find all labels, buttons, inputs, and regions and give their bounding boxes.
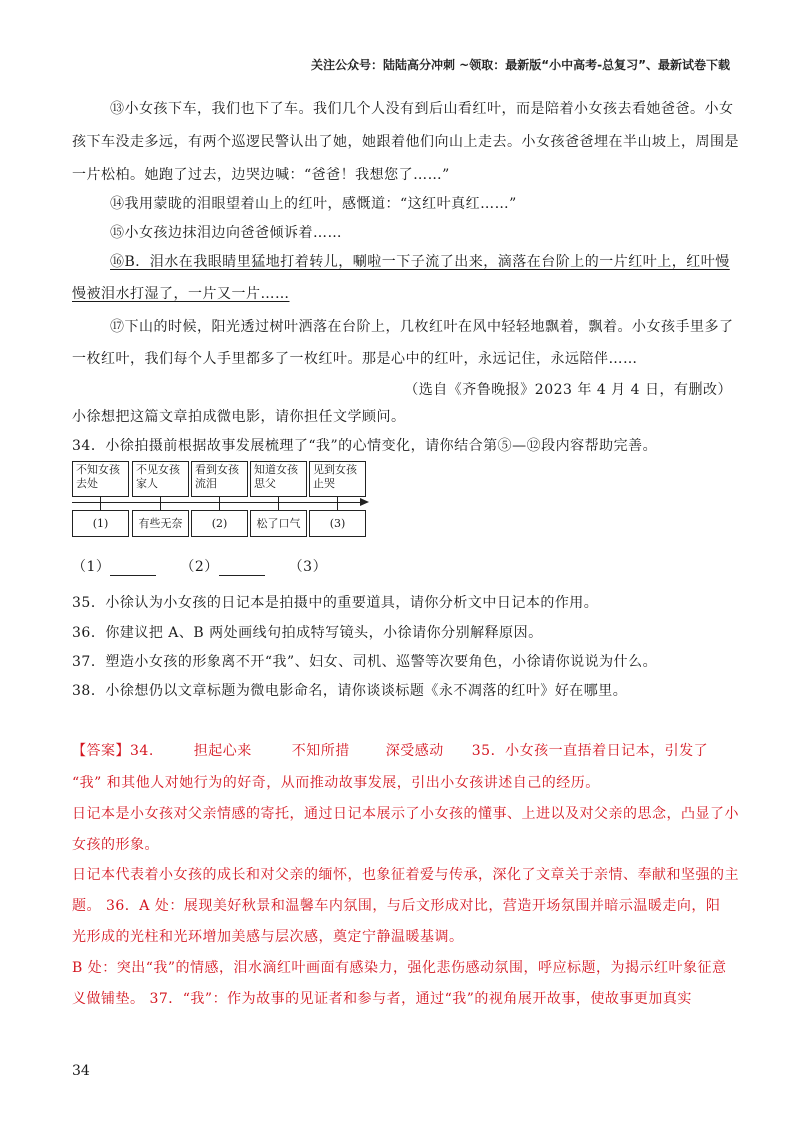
paragraph-13-line-1: ⑬小女孩下车，我们也下了车。我们几个人没有到后山看红叶，而是陪着小女孩去看她爸爸。小女 [110,101,734,117]
timeline-tick [219,497,220,510]
question-38: 38．小徐想仍以文章标题为微电影命名，请你谈谈标题《永不凋落的红叶》好在哪里。 [72,683,628,699]
paragraph-16-line-2 [72,283,732,303]
answer-35-start: 35．小女孩一直捂着日记本，引发了 [471,743,709,759]
answer-line-1 [72,740,732,760]
diagram-bottom-box-1: (1) [72,510,129,537]
timeline-tick [278,497,279,510]
diagram-bottom-box-3: (2) [191,510,248,537]
diagram-top-box-5: 见到女孩止哭 [309,461,366,497]
arrowhead-icon [360,498,369,506]
answer-label: 【答案】34. [72,743,154,759]
answer-line-6: 题。 36．A 处：展现美好秋景和温馨车内氛围，与后文形成对比，营造开场氛围并暗示温暖走向，阳 [72,898,721,914]
paragraph-14: ⑭我用蒙眬的泪眼望着山上的红叶，感慨道：“这红叶真红……” [110,196,517,212]
answer-line-7: 光形成的光柱和光环增加美感与层次感，奠定宁静温暖基调。 [72,929,464,945]
blank-label-3: （3） [288,559,328,575]
blank-label-1: （1） [72,559,111,575]
diagram-bottom-box-5: (3) [309,510,366,537]
blank-field-2[interactable] [219,560,265,576]
answer-line-5: 日记本代表着小女孩的成长和对父亲的缅怀，也象征着爱与传承，深化了文章关于亲情、奉献和坚强的主 [72,867,739,883]
page-header: 关注公众号：陆陆高分冲刺 ~领取：最新版“小中高考-总复习”、最新试卷下载 [311,58,730,72]
mood-change-diagram [72,461,372,541]
paragraph-13-line-2: 孩下车没走多远，有两个巡逻民警认出了她，她跟着他们向山上走去。小女孩爸爸埋在半山坡上，周围是 [72,134,739,150]
answer-line-2: “我” 和其他人对她行为的好奇，从而推动故事发展，引出小女孩讲述自己的经历。 [72,775,600,791]
diagram-top-box-4: 知道女孩思父 [250,461,307,497]
diagram-bottom-box-4: 松了口气 [250,510,307,537]
paragraph-17-line-1: ⑰下山的时候，阳光透过树叶洒落在台阶上，几枚红叶在风中轻轻地飘着，飘着。小女孩手里多了 [110,319,734,335]
answer-34-blank-1: 担起心来 [193,743,252,759]
answer-line-9: 义做铺垫。 37．“我”：作为故事的见证者和参与者，通过“我”的视角展开故事，使故事更加真实 [72,991,692,1007]
timeline-tick [160,497,161,510]
diagram-top-box-2: 不见女孩家人 [132,461,189,497]
question-34: 34．小徐拍摄前根据故事发展梳理了“我”的心情变化，请你结合第⑤—⑫段内容帮助完善。 [72,438,658,454]
underlined-sentence-b: 慢被泪水打湿了，一片又一片…… [72,286,290,302]
answer-line-3: 日记本是小女孩对父亲情感的寄托，通过日记本展示了小女孩的懂事、上进以及对父亲的思念，凸显了小 [72,806,739,822]
source-citation: （选自《齐鲁晚报》2023 年 4 月 4 日，有删改） [404,382,732,398]
diagram-top-box-3: 看到女孩流泪 [191,461,248,497]
paragraph-13-line-3: 一片松柏。她跑了过去，边哭边喊：“爸爸！我想您了……” [72,167,450,183]
paragraph-17-line-2: 一枚红叶，我们每个人手里都多了一枚红叶。那是心中的红叶，永远记住，永远陪伴…… [72,351,638,367]
timeline-tick [100,497,101,510]
question-36: 36．你建议把 A、B 两处画线句拍成特写镜头，小徐请你分别解释原因。 [72,625,543,641]
answer-34-blank-3: 深受感动 [385,743,444,759]
answer-line-4: 女孩的形象。 [72,837,159,853]
blank-label-2: （2） [180,559,219,575]
diagram-bottom-box-2: 有些无奈 [132,510,189,537]
answer-34-blank-2: 不知所措 [291,743,350,759]
question-37: 37．塑造小女孩的形象离不开“我”、妇女、司机、巡警等次要角色，小徐请你说说为什么。 [72,654,658,670]
page-number: 34 [72,1063,90,1079]
paragraph-16-line-1: ⑯B．泪水在我眼睛里猛地打着转儿，唰啦一下子流了出来，滴落在台阶上的一片红叶上，红叶慢 [110,254,730,270]
timeline-arrow [72,502,362,503]
task-intro: 小徐想把这篇文章拍成微电影，请你担任文学顾问。 [72,409,406,425]
paragraph-15: ⑮小女孩边抹泪边向爸爸倾诉着…… [110,225,342,241]
diagram-top-box-1: 不知女孩去处 [72,461,129,497]
timeline-tick [337,497,338,510]
question-35: 35．小徐认为小女孩的日记本是拍摄中的重要道具，请你分析文中日记本的作用。 [72,595,599,611]
blank-field-1[interactable] [110,560,156,576]
answer-blanks [72,556,732,576]
answer-line-8: B 处：突出“我”的情感，泪水滴红叶画面有感染力，强化悲伤感动氛围，呼应标题，为揭示红叶象征意 [72,960,727,976]
